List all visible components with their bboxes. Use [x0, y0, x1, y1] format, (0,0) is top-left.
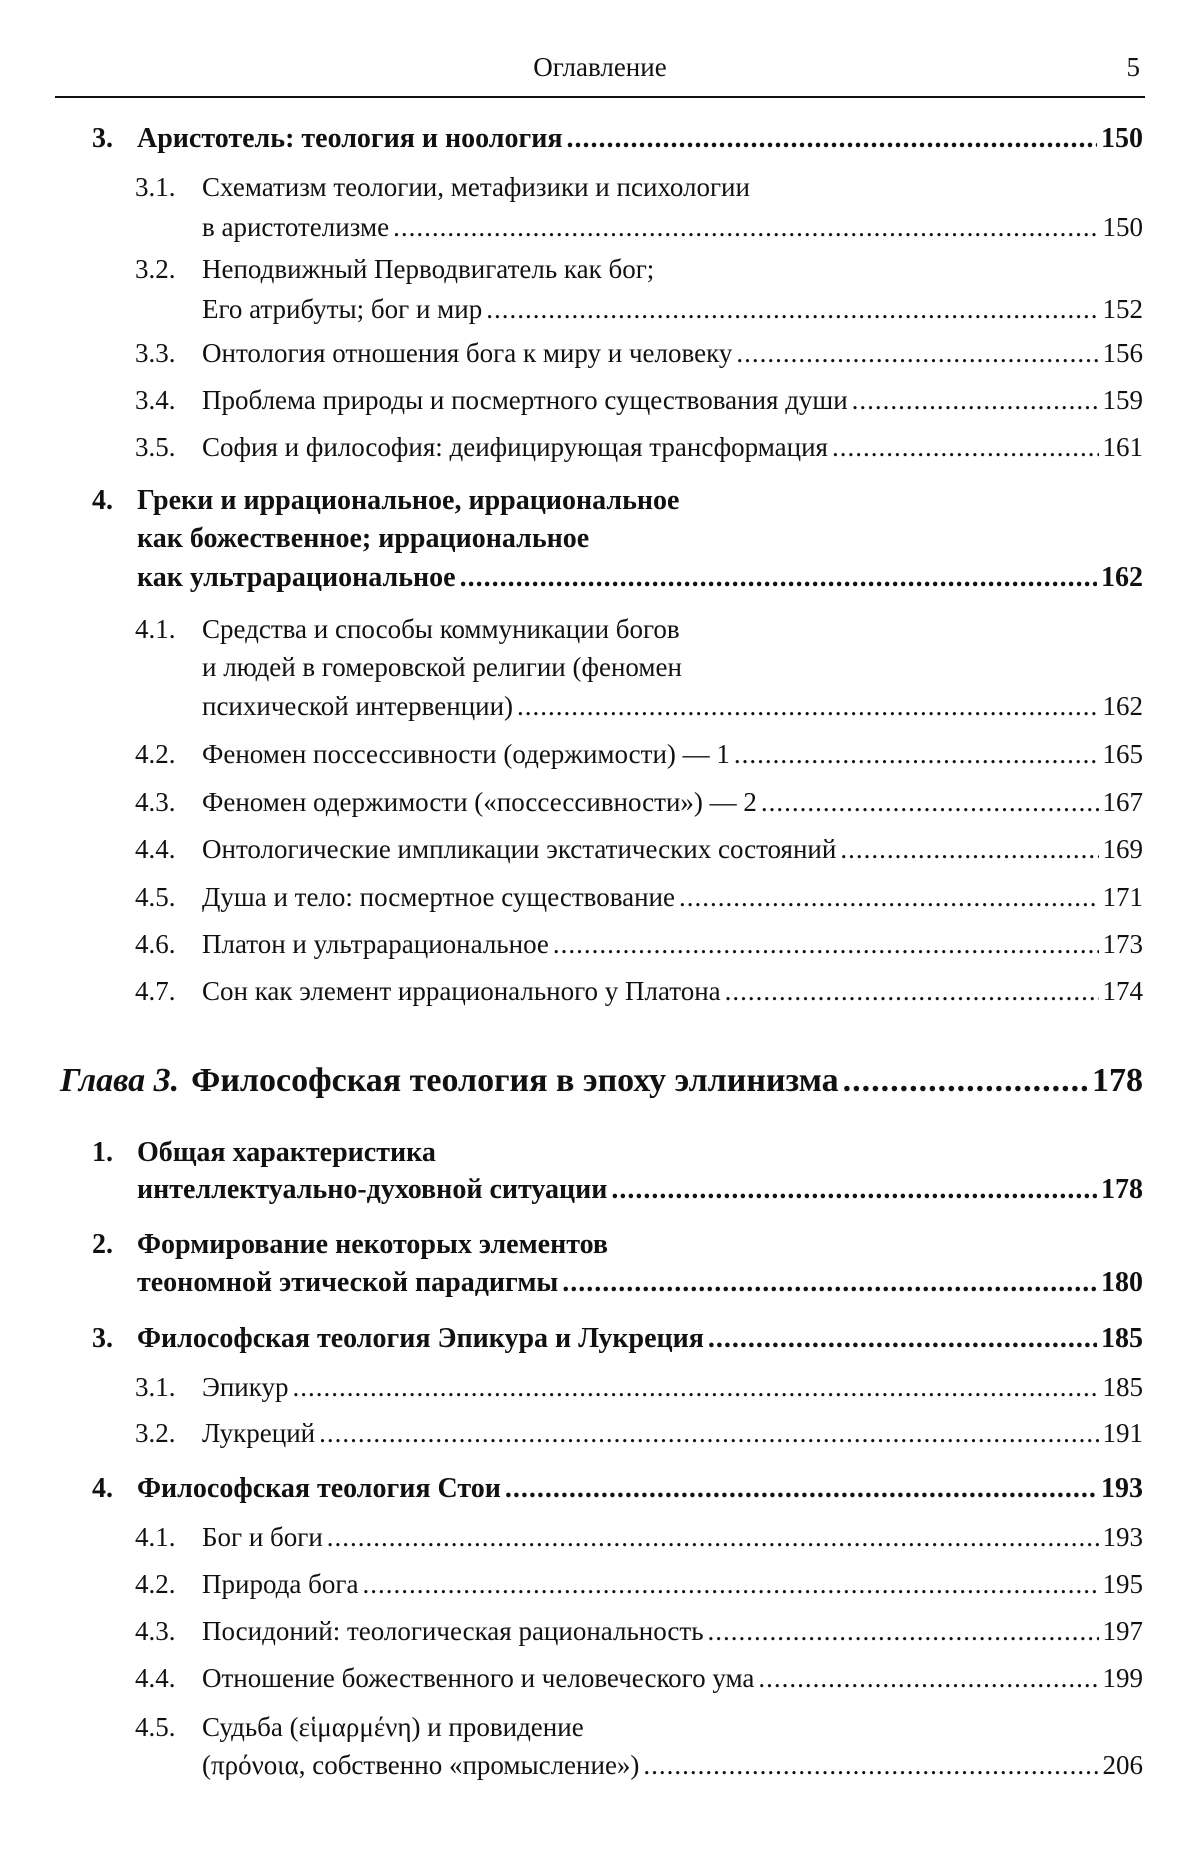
toc-entry-line: [137, 559, 1143, 599]
entry-number: 4.: [92, 485, 113, 516]
entry-page: 178: [1092, 1062, 1143, 1099]
entry-page: 185: [1102, 1372, 1143, 1402]
entry-title: Посидоний: теологическая рациональность: [202, 1616, 704, 1646]
entry-title: как божественное; иррациональное: [137, 523, 590, 554]
dot-leader: [843, 1059, 1088, 1103]
toc-entry-line: [202, 208, 1143, 248]
entry-title: Формирование некоторых элементов: [137, 1229, 609, 1260]
dot-leader: [562, 1264, 1097, 1302]
dot-leader: [553, 925, 1099, 963]
toc-entry-line: [135, 972, 1143, 1012]
entry-number: 4.: [92, 1473, 113, 1504]
entry-title: Сон как элемент иррационального у Платона: [202, 976, 721, 1006]
toc-entry-line: [202, 648, 1143, 688]
entry-number: 4.4.: [135, 1663, 176, 1693]
entry-number: 4.2.: [135, 1569, 176, 1599]
entry-title: Отношение божественного и человеческого ума: [202, 1663, 755, 1693]
entry-title: Общая характеристика: [137, 1137, 436, 1168]
dot-leader: [643, 1746, 1098, 1784]
entry-page: 174: [1102, 976, 1143, 1006]
entry-page: 152: [1102, 294, 1143, 324]
entry-page: 173: [1102, 929, 1143, 959]
entry-title: Аристотель: теология и ноология: [137, 123, 563, 154]
toc-entry-line: [135, 783, 1143, 823]
toc-entry-line: [135, 1612, 1143, 1652]
entry-number: 3.5.: [135, 432, 176, 462]
entry-number: 3.3.: [135, 338, 176, 368]
entry-title: (πρόνοια, собственно «промысление»): [202, 1750, 640, 1780]
chapter-label: Глава 3.: [60, 1062, 180, 1099]
entry-page: 195: [1102, 1569, 1143, 1599]
entry-title: Средства и способы коммуникации богов: [202, 614, 680, 644]
dot-leader: [319, 1414, 1098, 1452]
entry-number: 2.: [92, 1229, 113, 1260]
entry-title: Неподвижный Перводвигатель как бог;: [202, 254, 655, 284]
entry-page: 193: [1102, 1522, 1143, 1552]
entry-page: 165: [1102, 739, 1143, 769]
entry-page: 197: [1102, 1616, 1143, 1646]
entry-title: Проблема природы и посмертного существования души: [202, 385, 848, 415]
dot-leader: [736, 334, 1098, 372]
entry-page: 178: [1101, 1174, 1143, 1205]
entry-number: 3.2.: [135, 1418, 176, 1448]
toc-entry-line: [60, 1059, 1143, 1109]
dot-leader: [852, 381, 1099, 419]
entry-page: 199: [1102, 1663, 1143, 1693]
entry-title: как ультрарациональное: [137, 562, 456, 593]
entry-page: 159: [1102, 385, 1143, 415]
entry-title: Феномен поссессивности (одержимости) — 1: [202, 739, 730, 769]
dot-leader: [505, 1470, 1097, 1508]
entry-number: 3.1.: [135, 172, 176, 202]
toc-entry-line: [137, 520, 1143, 560]
entry-title: Философская теология Эпикура и Лукреция: [137, 1323, 704, 1354]
entry-page: 162: [1102, 691, 1143, 721]
entry-title: Эпикур: [202, 1372, 289, 1402]
entry-title: Платон и ультрарациональное: [202, 929, 549, 959]
entry-page: 169: [1102, 834, 1143, 864]
dot-leader: [567, 120, 1097, 158]
entry-number: 3.: [92, 1323, 113, 1354]
dot-leader: [611, 1171, 1097, 1209]
entry-title: Бог и боги: [202, 1522, 323, 1552]
dot-leader: [708, 1612, 1099, 1650]
toc-entry-line: [92, 1134, 1143, 1174]
entry-page: 193: [1101, 1473, 1143, 1504]
dot-leader: [734, 735, 1099, 773]
entry-number: 4.1.: [135, 614, 176, 644]
toc-entry-line: [92, 1226, 1143, 1266]
dot-leader: [292, 1368, 1098, 1406]
toc-entry-line: [135, 1565, 1143, 1605]
dot-leader: [832, 428, 1099, 466]
toc-entry-line: [202, 1746, 1143, 1786]
toc-entry-line: [135, 334, 1143, 374]
toc-entry-line: [135, 1659, 1143, 1699]
toc-entry-line: [135, 1414, 1143, 1454]
entry-title: Природа бога: [202, 1569, 359, 1599]
entry-title: Феномен одержимости («поссессивности») — 2: [202, 787, 757, 817]
dot-leader: [679, 878, 1099, 916]
running-head: Оглавление: [533, 52, 667, 82]
entry-number: 4.3.: [135, 787, 176, 817]
entry-title: Лукреций: [202, 1418, 316, 1448]
entry-title: и людей в гомеровской религии (феномен: [202, 652, 682, 682]
toc-entry-line: [135, 1368, 1143, 1408]
entry-page: 150: [1102, 212, 1143, 242]
toc-entry-line: [135, 381, 1143, 421]
toc-entry-line: [137, 1171, 1143, 1211]
toc-entry-line: [135, 878, 1143, 918]
toc-entry-line: [92, 120, 1143, 160]
toc-entry-line: [135, 250, 1143, 290]
entry-title: Онтология отношения бога к миру и человеку: [202, 338, 733, 368]
toc-entry-line: [92, 1320, 1143, 1360]
entry-title: Судьба (εἱμαρμένη) и провидение: [202, 1712, 584, 1742]
entry-number: 3.4.: [135, 385, 176, 415]
entry-number: 4.5.: [135, 882, 176, 912]
page-number: 5: [1126, 52, 1140, 82]
toc-entry-line: [137, 1264, 1143, 1304]
toc-entry-line: [135, 830, 1143, 870]
entry-page: 171: [1102, 882, 1143, 912]
entry-page: 156: [1102, 338, 1143, 368]
entry-number: 4.7.: [135, 976, 176, 1006]
dot-leader: [758, 1659, 1098, 1697]
entry-title: Греки и иррациональное, иррациональное: [137, 485, 680, 516]
entry-page: 180: [1101, 1267, 1143, 1298]
dot-leader: [517, 687, 1098, 725]
toc-entry-line: [135, 168, 1143, 208]
entry-page: 167: [1102, 787, 1143, 817]
entry-number: 4.5.: [135, 1712, 176, 1742]
entry-page: 206: [1102, 1750, 1143, 1780]
toc-entry-line: [135, 1518, 1143, 1558]
entry-number: 4.1.: [135, 1522, 176, 1552]
entry-number: 3.: [92, 123, 113, 154]
dot-leader: [460, 559, 1097, 597]
entry-title: теономной этической парадигмы: [137, 1267, 559, 1298]
entry-title: Схематизм теологии, метафизики и психологии: [202, 172, 750, 202]
toc-entry-line: [202, 290, 1143, 330]
entry-page: 185: [1101, 1323, 1143, 1354]
entry-number: 4.4.: [135, 834, 176, 864]
toc-entry-line: [135, 610, 1143, 650]
entry-title: София и философия: деифицирующая трансформация: [202, 432, 828, 462]
toc-entry-line: [135, 1708, 1143, 1748]
entry-title: в аристотелизме: [202, 212, 390, 242]
entry-title: Его атрибуты; бог и мир: [202, 294, 483, 324]
dot-leader: [708, 1320, 1097, 1358]
entry-page: 162: [1101, 562, 1143, 593]
dot-leader: [725, 972, 1099, 1010]
entry-number: 4.2.: [135, 739, 176, 769]
entry-page: 161: [1102, 432, 1143, 462]
entry-title: интеллектуально-духовной ситуации: [137, 1174, 608, 1205]
toc-entry-line: [92, 482, 1143, 522]
dot-leader: [486, 290, 1098, 328]
entry-title: Душа и тело: посмертное существование: [202, 882, 675, 912]
dot-leader: [840, 830, 1098, 868]
entry-title: Философская теология Стои: [137, 1473, 501, 1504]
header-rule: [55, 96, 1145, 98]
entry-number: 3.2.: [135, 254, 176, 284]
dot-leader: [761, 783, 1099, 821]
entry-title: психической интервенции): [202, 691, 514, 721]
dot-leader: [327, 1518, 1099, 1556]
entry-title: Философская теология в эпоху эллинизма: [191, 1062, 839, 1099]
entry-number: 1.: [92, 1137, 113, 1168]
entry-number: 3.1.: [135, 1372, 176, 1402]
entry-page: 191: [1102, 1418, 1143, 1448]
toc-entry-line: [92, 1470, 1143, 1510]
dot-leader: [362, 1565, 1098, 1603]
toc-entry-line: [202, 687, 1143, 727]
entry-number: 4.3.: [135, 1616, 176, 1646]
entry-title: Онтологические импликации экстатических состояний: [202, 834, 837, 864]
entry-number: 4.6.: [135, 929, 176, 959]
entry-page: 150: [1101, 123, 1143, 154]
toc-entry-line: [135, 735, 1143, 775]
dot-leader: [393, 208, 1098, 246]
toc-entry-line: [135, 925, 1143, 965]
toc-entry-line: [135, 428, 1143, 468]
